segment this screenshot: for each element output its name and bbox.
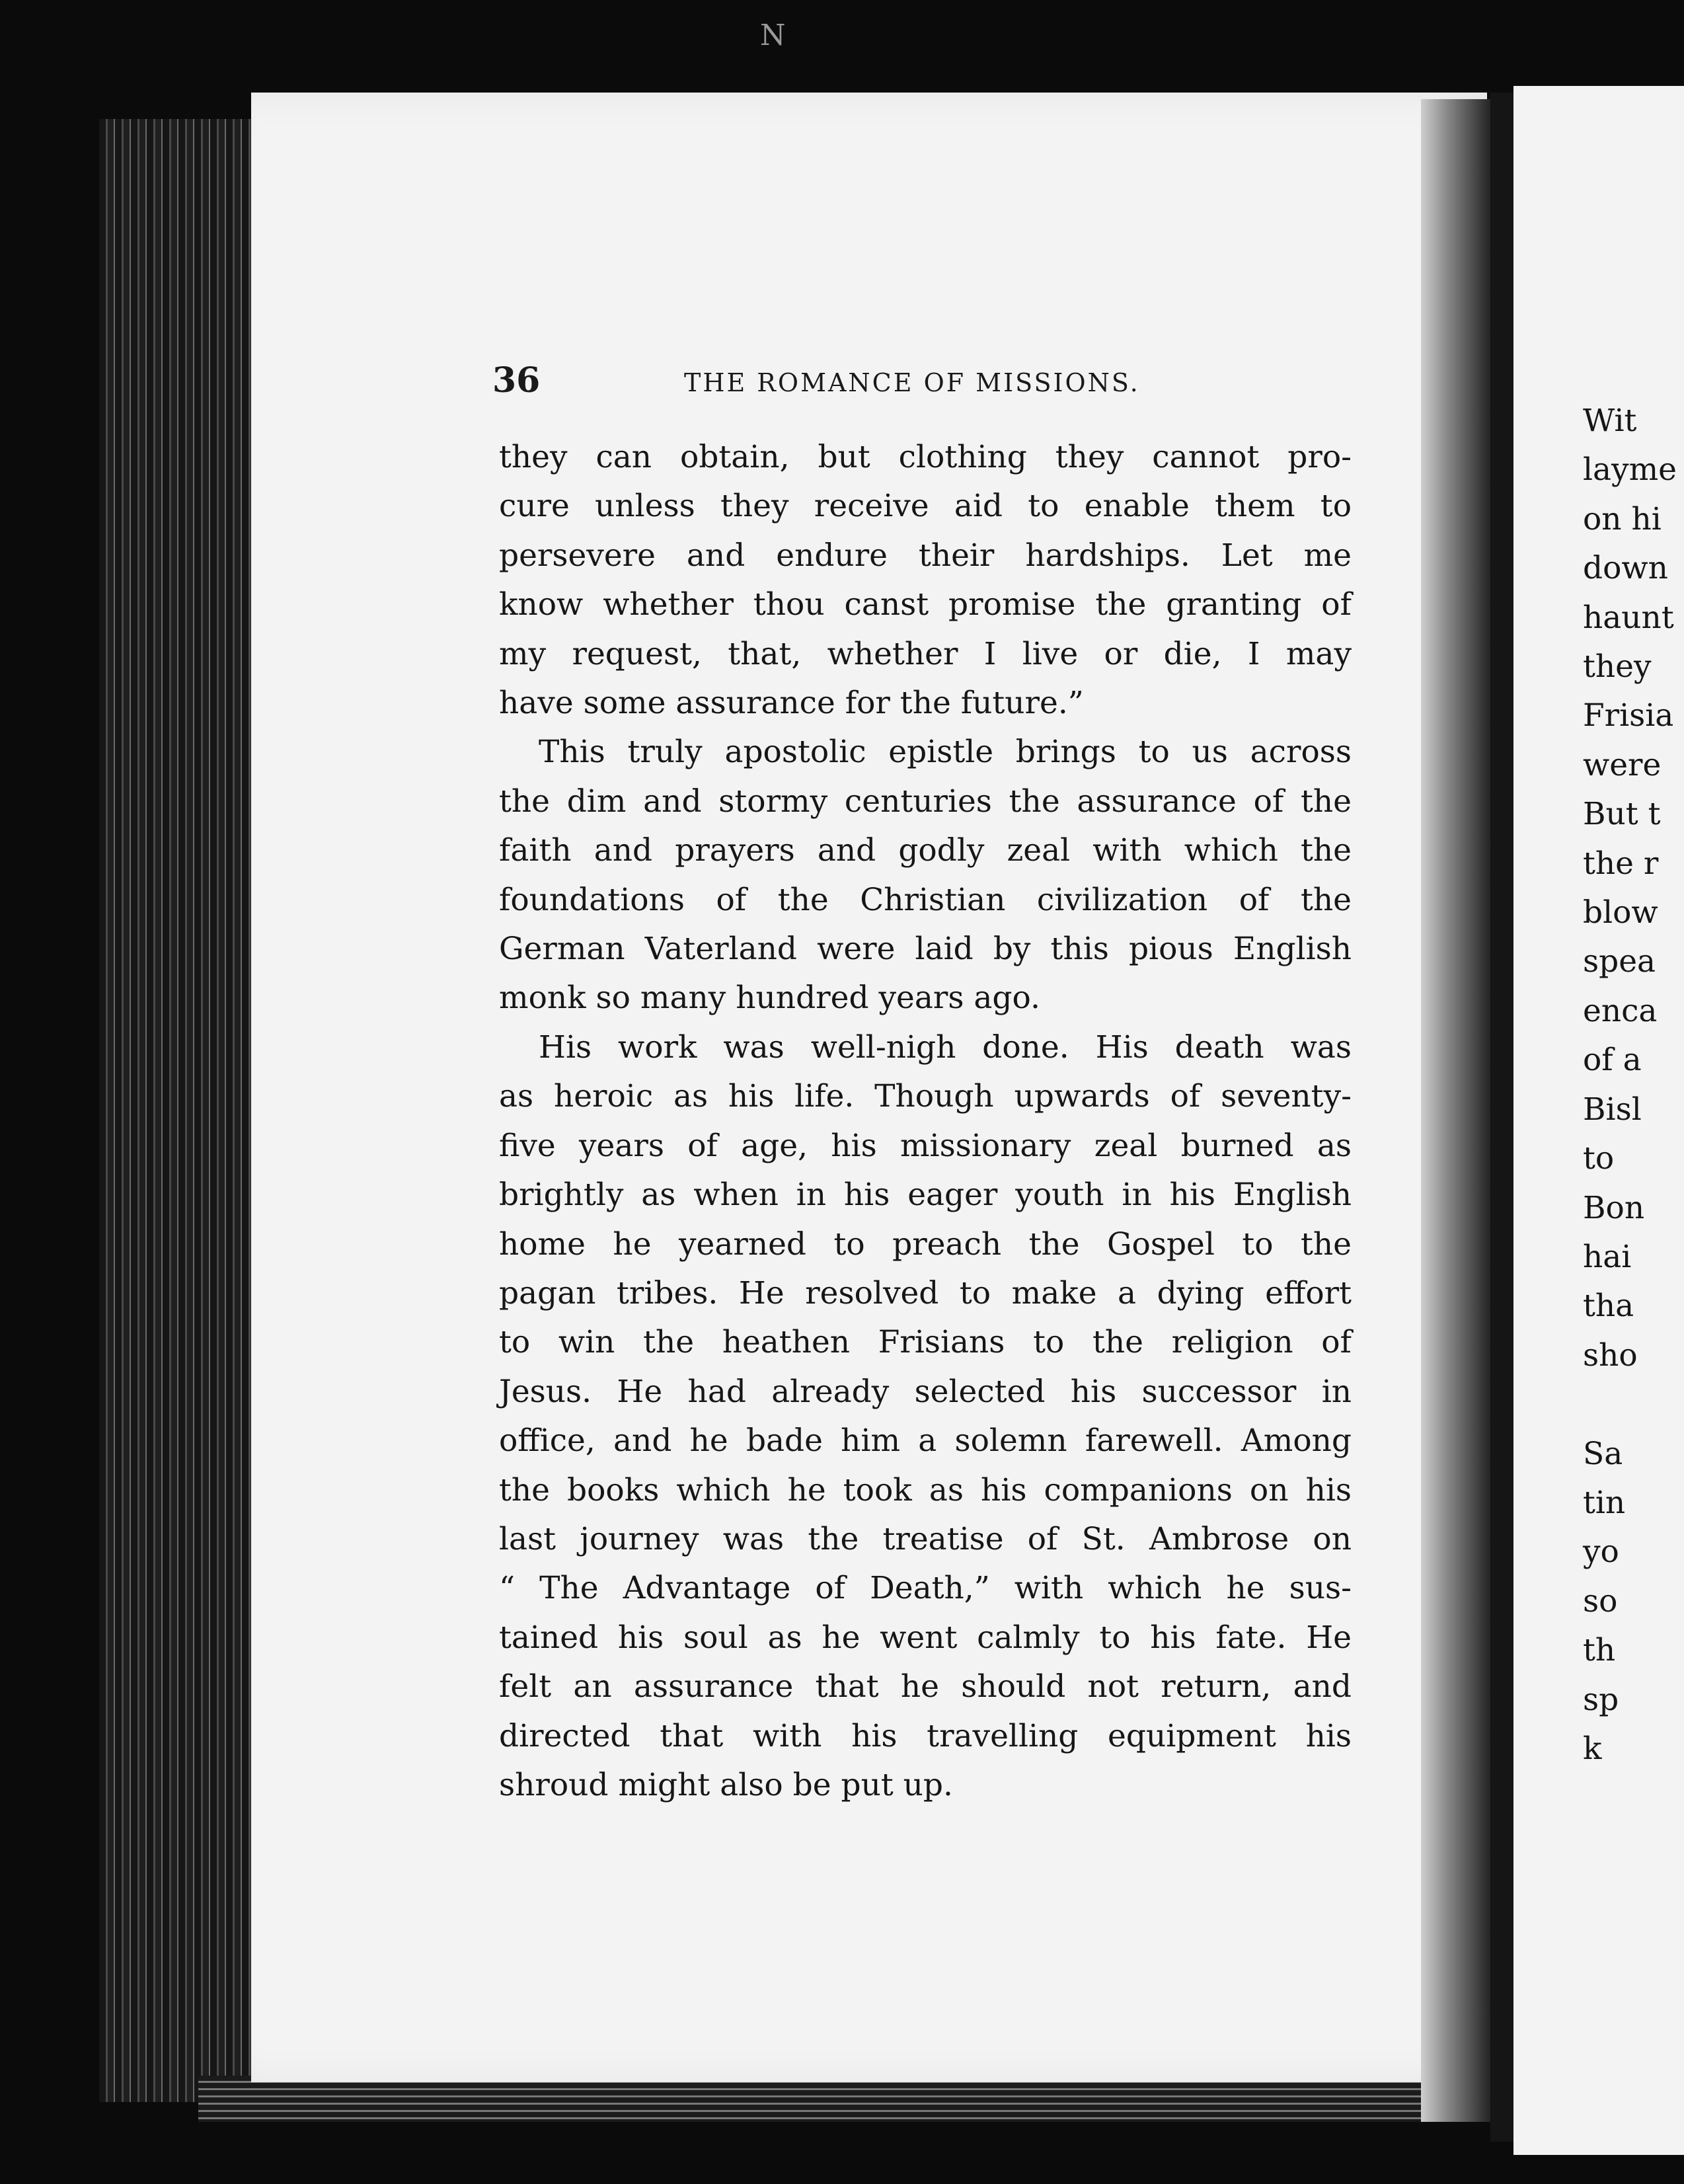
text-line: as heroic as his life. Though upwards of seventy- [499, 1078, 1352, 1115]
right-page-line: Bisl [1583, 1091, 1642, 1128]
right-page-line: blow [1583, 894, 1658, 931]
text-line: have some assurance for the future.” [499, 685, 1084, 722]
right-page-line: sho [1583, 1337, 1638, 1374]
text-line: the books which he took as his companions on his [499, 1471, 1352, 1508]
text-line: Jesus. He had already selected his successor in [499, 1373, 1352, 1410]
right-page-line: Sa [1583, 1435, 1623, 1472]
text-line: shroud might also be put up. [499, 1766, 953, 1803]
right-page-line: haunt [1583, 599, 1674, 636]
text-line: German Vaterland were laid by this pious English [499, 931, 1352, 968]
page-number: 36 [492, 360, 541, 401]
right-page-line: spea [1583, 943, 1656, 980]
right-page-line: so [1583, 1582, 1618, 1619]
right-page-line: the r [1583, 845, 1659, 882]
text-line: faith and prayers and godly zeal with which the [499, 832, 1352, 869]
text-line: office, and he bade him a solemn farewell. Among [499, 1423, 1352, 1460]
text-line: to win the heathen Frisians to the religion of [499, 1324, 1352, 1361]
book-gutter [1421, 99, 1494, 2122]
text-line: directed that with his travelling equipment his [499, 1717, 1352, 1754]
text-line: they can obtain, but clothing they cannot pro- [499, 439, 1352, 475]
right-page-text-fragments [1583, 397, 1684, 1774]
running-head [492, 360, 1371, 407]
running-head-title: THE ROMANCE OF MISSIONS. [684, 368, 1140, 397]
right-page-line: Bon [1583, 1189, 1645, 1226]
right-page-line: to [1583, 1140, 1615, 1177]
text-line: persevere and endure their hardships. Let me [499, 537, 1352, 574]
text-line: five years of age, his missionary zeal burned as [499, 1127, 1352, 1164]
text-line: His work was well-nigh done. His death was [539, 1029, 1352, 1066]
right-page-line: were [1583, 746, 1662, 783]
text-line: tained his soul as he went calmly to his fate. He [499, 1619, 1352, 1656]
text-line: home he yearned to preach the Gospel to the [499, 1226, 1352, 1263]
right-page-line: th [1583, 1632, 1616, 1669]
text-line: monk so many hundred years ago. [499, 980, 1040, 1017]
right-page-line: down [1583, 550, 1668, 587]
text-line: my request, that, whether I live or die, I may [499, 635, 1352, 672]
text-line: the dim and stormy centuries the assurance of the [499, 783, 1352, 820]
right-page-line: layme [1583, 451, 1677, 488]
paragraph [499, 1023, 1352, 1811]
right-page-line: But t [1583, 796, 1661, 833]
right-page-line: Frisia [1583, 697, 1674, 734]
text-line: This truly apostolic epistle brings to us across [539, 734, 1352, 771]
right-page-line [1583, 1380, 1684, 1429]
top-scan-mark: N [760, 19, 786, 52]
text-line: felt an assurance that he should not return, and [499, 1668, 1352, 1705]
body-text [499, 433, 1352, 1810]
right-page-line: Wit [1583, 403, 1637, 439]
text-line: “ The Advantage of Death,” with which he sus- [499, 1570, 1352, 1607]
text-line: foundations of the Christian civilization of the [499, 881, 1352, 918]
right-page-line: sp [1583, 1681, 1619, 1718]
right-page-line: enca [1583, 992, 1658, 1029]
right-page-line: tha [1583, 1288, 1634, 1325]
right-page-line: of a [1583, 1042, 1642, 1079]
right-page-line: hai [1583, 1238, 1632, 1275]
paragraph [499, 728, 1352, 1023]
right-page-line: on hi [1583, 500, 1662, 537]
text-line: pagan tribes. He resolved to make a dying effort [499, 1274, 1352, 1311]
book-spine [1490, 93, 1517, 2142]
right-page-line: tin [1583, 1484, 1626, 1521]
right-page-line: yo [1583, 1534, 1619, 1571]
paragraph [499, 433, 1352, 728]
text-line: brightly as when in his eager youth in his English [499, 1177, 1352, 1214]
bottom-page-edges [198, 2076, 1494, 2122]
right-page-line: k [1583, 1730, 1602, 1767]
text-line: know whether thou canst promise the granting of [499, 586, 1352, 623]
text-line: cure unless they receive aid to enable them to [499, 488, 1352, 525]
right-page-line: they [1583, 648, 1652, 685]
text-line: last journey was the treatise of St. Ambrose on [499, 1520, 1352, 1557]
